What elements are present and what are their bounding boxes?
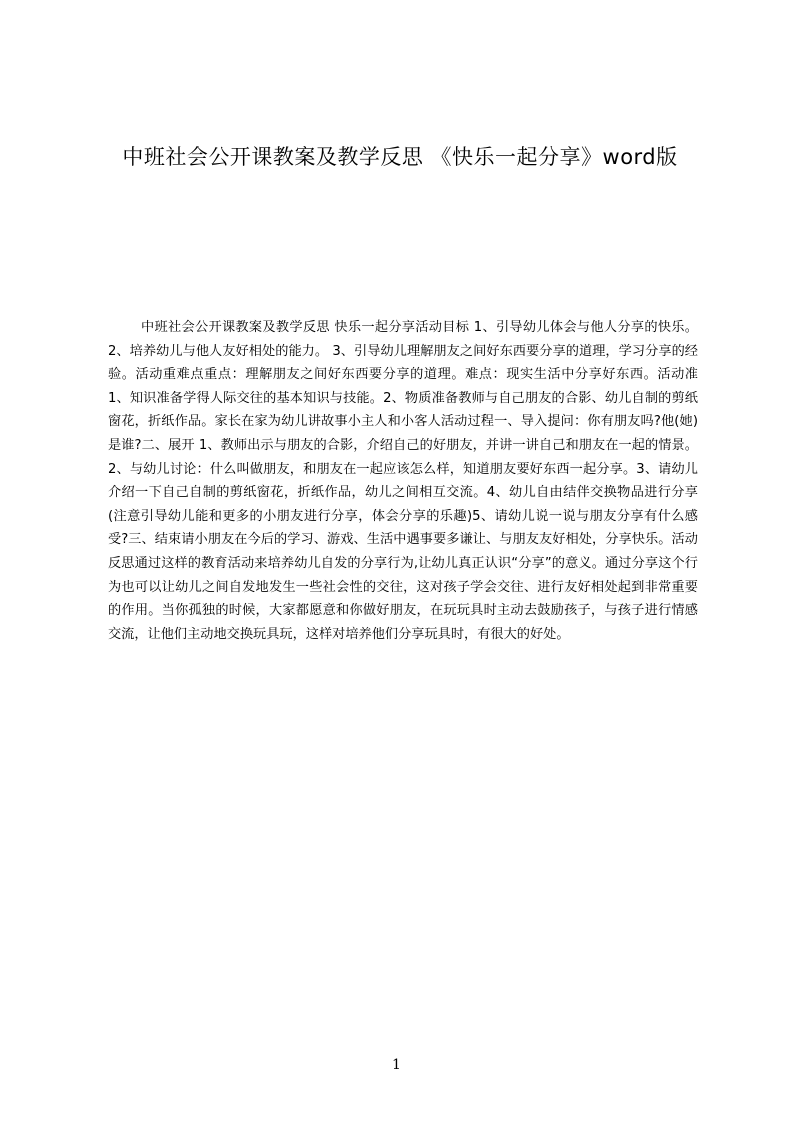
document-title: 中班社会公开课教案及教学反思 《快乐一起分享》word版 [122, 145, 678, 169]
body-paragraph: 中班社会公开课教案及教学反思 快乐一起分享活动目标 1、引导幼儿体会与他人分享的快乐。2、培养幼儿与他人友好相处的能力。 3、引导幼儿理解朋友之间好东西要分享的道理，学习分享的经验。活动重难点重点：理解朋友之间好东西要分享的道理。难点：现实生活中分享好东西。活动准 1、知识准备学得人际交往的基本知识与技能。2、物质准备教师与自己朋友的合影、幼儿自制的剪纸窗花，折纸作品。家长在家为幼儿讲故事小主人和小客人活动过程一、导入提问：你有朋友吗?他(她)是谁?二、展开 1、教师出示与朋友的合影，介绍自己的好朋友，并讲一讲自己和朋友在一起的情景。2、与幼儿讨论：什么叫做朋友，和朋友在一起应该怎么样，知道朋友要好东西一起分享。3、请幼儿介绍一下自己自制的剪纸窗花，折纸作品，幼儿之间相互交流。4、幼儿自由结伴交换物品进行分享(注意引导幼儿能和更多的小朋友进行分享，体会分享的乐趣)5、请幼儿说一说与朋友分享有什么感受?三、结束请小朋友在今后的学习、游戏、生活中遇事要多谦让、与朋友友好相处，分享快乐。活动反思通过这样的教育活动来培养幼儿自发的分享行为,让幼儿真正认识“分享”的意义。通过分享这个行为也可以让幼儿之间自发地发生一些社会性的交往，这对孩子学会交往、进行友好相处起到非常重要的作用。当你孤独的时候，大家都愿意和你做好朋友，在玩玩具时主动去鼓励孩子，与孩子进行情感交流，让他们主动地交换玩具玩，这样对培养他们分享玩具时，有很大的好处。 [108, 320, 698, 642]
page-number: 1 [392, 1057, 401, 1073]
